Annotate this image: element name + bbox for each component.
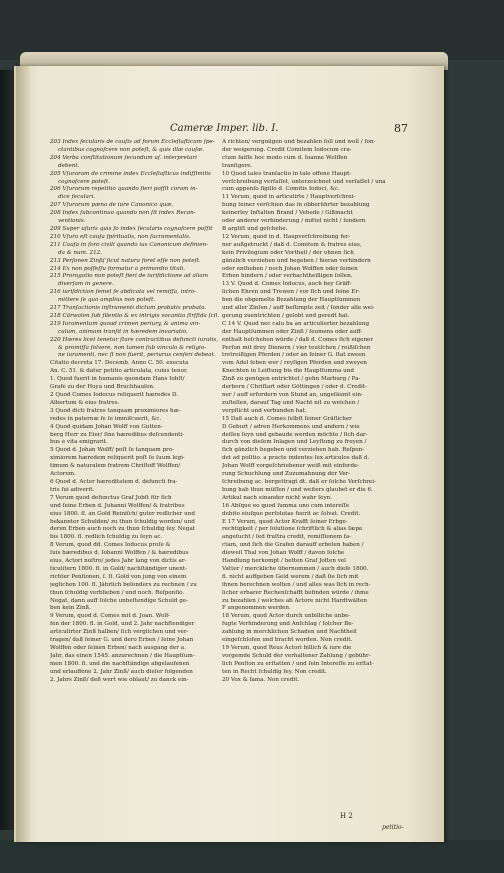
text-line: tretreißigen Pferden / oder an ſeiner G. ſtat zween bbox=[222, 352, 366, 359]
text-line: 19 Verum, quod Reus Actori billich & iure die bbox=[222, 645, 352, 651]
text-line: richter Penſionen, ſ. fl. Gold von jung von einem bbox=[50, 573, 187, 580]
text-line: Knechten in Leiſtung bis die Hauptſumma und bbox=[222, 368, 354, 375]
text-line: 2 Quod Comes Iodocus reliquerit hæredes D. bbox=[50, 392, 179, 398]
text-line: deſſen ſeyn und gebaude werden möchte / ſich dar- bbox=[222, 431, 368, 438]
text-line: 20 Vox & fama. Non credit. bbox=[222, 676, 300, 683]
text-line: 6 Quod d. Actor hæreditatem d. defuncti fra- bbox=[50, 478, 178, 485]
text-line: 7 Verum quod defunctus Graf Jobſt für ſich bbox=[50, 494, 172, 501]
text-line: ventionis. bbox=[58, 218, 86, 225]
text-line: Vatter / merckliche übernommen / auch dieſe 1800. bbox=[222, 565, 369, 572]
text-line: gänzlich verziehen und begeben / hieran verhindern bbox=[222, 257, 371, 264]
text-line: Citatio decreta 17. Decemb. Anno C. 50. executa bbox=[50, 360, 189, 367]
text-line: Erben hindern / oder verhachtheilligen ſollen. bbox=[222, 273, 353, 280]
text-line: rung Schuchlung und Zuzumahnung der Ver- bbox=[222, 471, 351, 478]
text-line: zuſtellen, darauf Tag und Nacht nit zu weichen / bbox=[222, 399, 360, 406]
text-line: durch von dieſem Inlagen und Leyſtung zu freyen / bbox=[222, 439, 367, 446]
text-line: fugte Verhinderung und Anſchlag / ſolcher Be- bbox=[222, 621, 354, 628]
text-line: F angenommen werden. bbox=[222, 605, 291, 612]
text-line: berg Herr zu Eier/ ſine hæredibus deſcendenti- bbox=[50, 431, 185, 438]
running-head: Cameræ Imper. lib. I. bbox=[170, 123, 279, 134]
text-line: 219 Iuramentum quoad crimen periury, & anima vin- bbox=[50, 320, 201, 327]
text-line: 203 Index ſecularis de cauſis ad forum Eccleſiaſticum ſpe- bbox=[50, 139, 215, 145]
text-line: Grafe zu der Hoya und Bruchhauſen. bbox=[50, 384, 155, 391]
text-line: cognoſcere poteſt. bbox=[58, 178, 110, 185]
text-line: 205 Vſuraram de crimine index Eccleſiaſticus indiſſimilis bbox=[50, 170, 211, 177]
text-line: 10 Quod tales tranſactio in tale offene Haupt- bbox=[222, 170, 352, 177]
text-line: ner außgetruckt / daß d. Comitem & fratres eius, bbox=[222, 241, 362, 248]
text-line: angeſucht / ſed fruſtra credit, remiſſionem fa- bbox=[222, 534, 352, 541]
text-line: culum, animam tranſit in hæredem invariatio. bbox=[58, 328, 188, 335]
text-line: det ad poſitio. a practe indentes ſex articulos daß d. bbox=[222, 455, 370, 462]
text-line: bekannter Schulden/ zu thun ſchuldig worden/ und bbox=[50, 518, 195, 525]
text-line: ihnen berechnen wolten / und alles was ſich in rech- bbox=[222, 581, 371, 588]
text-line: verpflicht und verbunden hat. bbox=[222, 407, 307, 414]
text-line: 213 Perſonen Zinßſ ſicut natura foret eſſe non poteſt. bbox=[50, 257, 201, 264]
text-line: bung ſeiner verſchien das in obberührter bezahlung bbox=[222, 202, 370, 209]
text-line: ner / auff erfordern von Stund an, ungeſäumt ein- bbox=[222, 392, 363, 398]
text-line: 209 Super uſuris quis ſo index ſecularis cognoſcere poſſit bbox=[50, 225, 213, 232]
left-column bbox=[50, 139, 220, 685]
text-line: 16 Abſque eo quod ſumma uno cum intereſſe bbox=[222, 502, 350, 509]
text-line: eius, Actori noſtro/ jedes Jahr lang von dictis ar- bbox=[50, 558, 187, 565]
background-bottom bbox=[0, 840, 504, 873]
text-line: 12 Verum, quod in d. Haupverſchreibung fer- bbox=[222, 233, 351, 240]
text-line: 11 Verum, quod in articulirte / Hauptverſchrei- bbox=[222, 194, 356, 201]
text-line: tris ſui adiverit. bbox=[50, 486, 95, 493]
text-line: ticulitern 1800. fl. in Gold/ nachſtändiger unent- bbox=[50, 565, 187, 572]
text-line: Perſon mit drey Dienern / vier teutſchen / reißiſchen bbox=[222, 344, 371, 351]
text-line: 216 iuriſdiction ſemel ſe abdicata vel remiſſa, intro- bbox=[50, 289, 197, 296]
text-line: Artikul nach einander nicht wahr ſeyn. bbox=[222, 494, 332, 501]
text-line: E 17 Verum, quod Actor Krafft ſeiner Erbge- bbox=[222, 518, 348, 525]
text-line: licher erbarer Rechenſchafft befinden würde / ihme bbox=[222, 589, 369, 596]
text-line: 1. Quod fuerit in humanis quondam Hans Iobſt/ bbox=[50, 376, 185, 383]
text-line: enthalt beſchehen würde / daß d. Comes ſich eigener bbox=[222, 336, 374, 343]
text-line: Albertum & eius fratres. bbox=[50, 399, 120, 406]
text-line: Jahr, das einen 1545. anzurechnen / die Hauptſum- bbox=[50, 652, 195, 659]
text-line: 208 Index ſubcontinuo quando non ſit index Recon- bbox=[50, 210, 196, 217]
signature-mark: H 2 bbox=[340, 812, 353, 820]
text-line: da & num. 212. bbox=[58, 249, 102, 256]
text-line: Actorem. bbox=[50, 471, 76, 478]
text-line: 217 Tranſactionis inſtrumenti dictum probatis probata. bbox=[50, 305, 207, 312]
text-line: kein Privilegium oder Vortheil / der ohnen ſich bbox=[222, 249, 354, 256]
text-line: lichen Ehren und Trewen / vor ſich und ſeine Er- bbox=[222, 289, 360, 296]
text-line: articulirter Zinß halben/ ſich verglichen und ver- bbox=[50, 629, 189, 636]
text-line: verſchreibung verfaſſet, unterzeichnet und verſaſſet / una bbox=[222, 178, 386, 185]
text-line: men 1800. fl. und die nachſtändige abgelaufenen bbox=[50, 660, 190, 667]
text-line: Handlung herkompt / hetten Graf Joſten vel bbox=[222, 558, 346, 565]
text-line: 3 Quod dicti fratres tanquam proximiores hæ- bbox=[50, 407, 181, 414]
text-line: eius 1800. fl. an Gold Reiniſch/ guter redlicher und bbox=[50, 510, 195, 517]
text-line: 13 V. Quod d. Comes Iodocus, auch bey Gräff- bbox=[222, 281, 352, 288]
text-line: dieweil Thal von Johan Wolff / davon ſolche bbox=[222, 550, 345, 557]
text-line: und ſeine Erben d. Johanni Wolffen/ & fratribus bbox=[50, 502, 185, 509]
text-line: ſchreibung ac. bergettragt dt. daß er ſolche Verſchrei- bbox=[222, 478, 376, 485]
text-line: und erlauffene 2. Jahr Zinß/ auch dieſer folgenden bbox=[50, 668, 193, 675]
text-line: oder anderer verhinderung / mittel nicht / ſondern bbox=[222, 218, 366, 225]
text-line: ben kein Zinß. bbox=[50, 605, 91, 612]
text-line: timum & naturalem fratrem Chriſtoff Wolffen/ bbox=[50, 463, 181, 470]
text-line: und aller Zinſen / auff beſtimpte zeit / ſonder alle wei- bbox=[222, 305, 375, 312]
text-line: 210 Vſura eſt cauſa ſpiritualis, non ſacramentalis. bbox=[50, 233, 191, 240]
text-line: tranſigere. bbox=[222, 162, 253, 169]
text-line: redes in paternæ ſe ſe immiſcuerit, &c. bbox=[50, 415, 162, 422]
text-line: ten in Recht ſchuldig ſey. Non credit. bbox=[222, 668, 327, 675]
text-line: & promiſſa ſolvere, non tamen ſub vinculo & religio- bbox=[58, 344, 207, 351]
text-line: D Geburt / adren Herkommens und andern / wie bbox=[222, 423, 360, 430]
text-line: diverſam in genere. bbox=[58, 281, 114, 288]
text-line: 211 Cauſa in foro civili quando ius Canonicum definien- bbox=[50, 241, 209, 248]
catchword: petitio- bbox=[382, 824, 404, 831]
text-line: ſuis hæredibus d. Iohanni Wolffen / & hæredibus bbox=[50, 550, 189, 557]
text-line: 4 Quod quidam Johan Wolff von Gutten- bbox=[50, 423, 163, 430]
text-line: A richten/ vergnügen und bezahlen ſoll und woll / ſon- bbox=[222, 139, 376, 145]
text-line: lich Penſion zu erſtatten / und ſein Intereſſe zu erſtat- bbox=[222, 660, 374, 667]
text-line: C 14 V. Quod nec calu ba an articulierter bezahlung bbox=[222, 320, 370, 327]
text-line: oder entheben / noch Johan Wolffen oder ſeinen bbox=[222, 265, 358, 272]
text-line: 204 Verba conſtitutionum ſecundum uſ. interpretari bbox=[50, 154, 197, 161]
text-line: keinerley Inſtalten Brand / Vehede / Gißmacht bbox=[222, 210, 353, 217]
text-line: vorgemde Schuld der verhaltener Zahlung / gebühr- bbox=[222, 652, 371, 659]
text-line: zahlung in mercklichen Schaden und Nachtheil bbox=[222, 629, 357, 636]
text-line: ne iuramenti, nec ſi non fuerit, periurus cenſeri debeat. bbox=[58, 352, 216, 359]
text-line: 18 Verum, quod Actor durch unbilliche unbe- bbox=[222, 613, 351, 620]
text-line: ctum faiſſe hoc modo cum d. Ioanne Wolffen bbox=[222, 154, 348, 161]
text-line: An. C. 51. & datur petitio articulata, cuius tenor. bbox=[50, 368, 188, 375]
text-line: 207 Vſurarum pæna de iure Canonico quæ, bbox=[50, 202, 174, 209]
text-line: fen der 1800. fl. in Gold, und 2. Jahr nachſtendiger bbox=[50, 621, 195, 628]
text-line: 9 Verum, quod d. Comes mit d. Joan. Wolf- bbox=[50, 613, 170, 620]
text-line: B argliſt und geſchehe. bbox=[222, 225, 288, 232]
text-line: cum appenſo ſigillo d. Comitis Iodoci, &c. bbox=[222, 186, 340, 193]
text-line: dice ſeculari. bbox=[58, 194, 96, 201]
text-line: 214 Ex non poſſeſſu formatur à primordio tituli. bbox=[50, 265, 186, 272]
text-line: bus è vita emigrarit. bbox=[50, 439, 108, 446]
text-line: 206 Vſurarum repetitio quando fieri poſſit coram in- bbox=[50, 186, 198, 193]
text-line: ſich gänzlich begeben und verziehen hab. Reſpon- bbox=[222, 447, 365, 454]
text-line: 218 Cärwolen ſub ſilentio & ex intrigis vocantia ſtrſſida ſcil. bbox=[50, 312, 220, 319]
text-line: Wolffen oder ſeinen Erben/ nach ausgang der a. bbox=[50, 645, 186, 651]
text-line: Johan Wolff vorgeſchriebener weiß mit einforde- bbox=[222, 463, 360, 470]
text-line: debito eiuſque perſolutas fuerit ac ſolvat. Credit. bbox=[222, 510, 361, 517]
text-line: ben die obgemelte Bezahlung der Hauptſummen bbox=[222, 297, 361, 304]
text-line: 220 Hæres licet tenetur ſtare contractibus defuncti iuratis, bbox=[50, 336, 219, 343]
text-line: debent. bbox=[58, 162, 80, 169]
text-line: vom Adel ſeben wer / reyſigen Pferden und zweyen bbox=[222, 360, 368, 367]
text-line: Negat, dann auff ſolche unbeſtendige Schuld ge- bbox=[50, 597, 189, 604]
text-line: ximiorem hæredem reliquerit poſt ſe ſuum legi- bbox=[50, 455, 185, 462]
text-line: deren Erben auch noch zu thun ſchuldig ſey. Negat bbox=[50, 526, 196, 533]
text-line: zu bezahlen / welches ab Actore nicht Hardtwälten bbox=[222, 597, 368, 604]
text-line: 215 Prorogatio non poteſt fieri de iuriſdictione ad aliam bbox=[50, 273, 209, 280]
text-line: Zinß zu genügen entrichtet / gehn Marburg / Pa- bbox=[222, 376, 361, 383]
background-top bbox=[0, 0, 504, 60]
text-line: ctantibus cognoſcere non poteſt, & quis illæ cauſæ. bbox=[58, 146, 205, 153]
text-line: ctam, und ſich die Grafen darauff erboten haben / bbox=[222, 542, 364, 549]
text-line: bung hab thun müſſen / und weiters glaubet er die 6. bbox=[222, 486, 373, 493]
right-column bbox=[222, 139, 418, 685]
text-line: 8 Verum, quod dd. Comes Iodocus proſe & bbox=[50, 542, 171, 549]
text-line: tragen/ daß ſeiner G. und dero Erben / ſeine Johan bbox=[50, 637, 194, 644]
text-line: der Hauptſummen oder Zinß / ſeumens oder auff- bbox=[222, 328, 363, 335]
text-line: bis 1800. fl. redlich ſchuldig zu ſeyn ac. bbox=[50, 534, 163, 541]
text-line: 5 Quod d. Johan Wolff/ poſt ſe tanquam pro- bbox=[50, 447, 174, 454]
text-line: jeglichen 100. fl. Jährlich beſonders zu rechnen / zu bbox=[50, 581, 197, 588]
text-line: 15 Daß auch d. Comes ſelbſt ſeiner Gräflicher bbox=[222, 415, 352, 422]
text-line: 2. Jahrs Zinß/ deß wert wie oblaut/ zu danck ein- bbox=[50, 676, 189, 683]
text-line: der weigerung. Credit Comitem Iodocum cra- bbox=[222, 146, 352, 153]
page-number: 87 bbox=[394, 122, 408, 135]
text-line: thun ſchuldig verblieben / und noch. Reſponſio. bbox=[50, 589, 185, 596]
text-line: gerung zuentrichten / gelobt und geredt hat. bbox=[222, 312, 350, 319]
text-line: fl. nicht auffgeben Geld werem / daß ſie ſich mit bbox=[222, 573, 359, 580]
text-line: rechtigkeit / per ſolutione ſchriftlich & alias ſæpe bbox=[222, 526, 363, 533]
text-line: eingeſchlofen und bracht worden. Non credit. bbox=[222, 637, 353, 644]
text-line: derborn / Chriſtart oder Göttingen / oder d. Credit- bbox=[222, 384, 367, 391]
page-gutter bbox=[16, 66, 30, 842]
text-line: mittere ſe quo amplius non poteſt. bbox=[58, 297, 156, 304]
